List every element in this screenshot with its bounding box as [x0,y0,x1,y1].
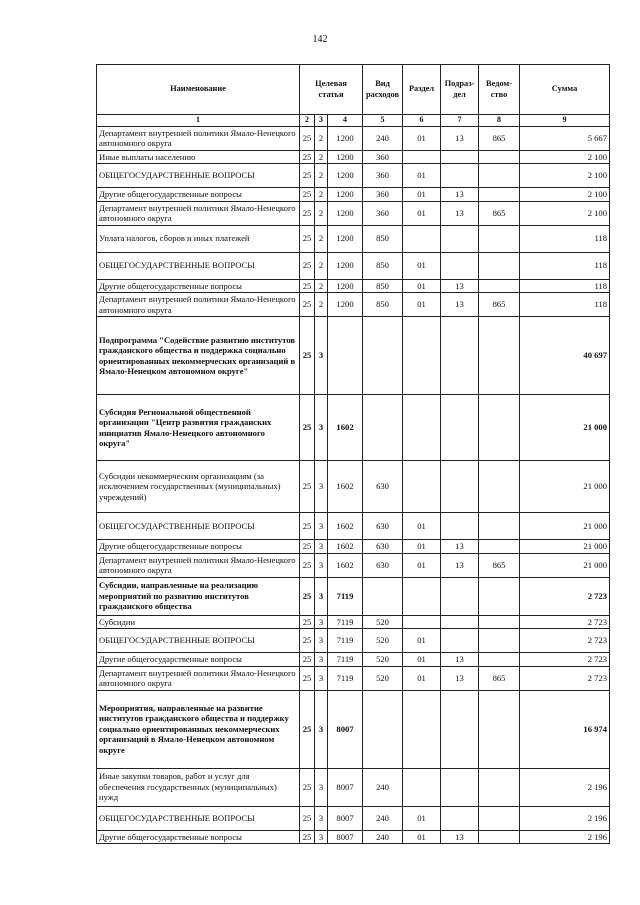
target-article-code: 1200 [328,293,363,317]
row-name: ОБЩЕГОСУДАРСТВЕННЫЕ ВОПРОСЫ [97,629,300,653]
target-article-part1: 25 [300,201,315,225]
row-name: Уплата налогов, сборов и иных платежей [97,225,300,252]
target-article-part2: 3 [315,768,328,806]
expense-type-code: 630 [363,540,403,554]
target-article-code: 1200 [328,252,363,279]
sum-value: 2 100 [520,150,610,164]
target-article-part1: 25 [300,225,315,252]
target-article-code: 1602 [328,461,363,513]
department-code [479,395,520,461]
sum-value: 2 196 [520,830,610,844]
section-code: 01 [403,513,441,540]
sum-value: 5 667 [520,126,610,150]
col-number: 6 [403,115,441,127]
expense-type-code: 520 [363,629,403,653]
target-article-code: 8007 [328,830,363,844]
row-name: Другие общегосударственные вопросы [97,279,300,293]
expense-type-code [363,317,403,395]
section-code: 01 [403,830,441,844]
section-code: 01 [403,293,441,317]
target-article-code: 7119 [328,629,363,653]
sum-value: 21 000 [520,461,610,513]
col-number: 4 [328,115,363,127]
sum-value: 21 000 [520,395,610,461]
department-code [479,768,520,806]
section-code: 01 [403,164,441,188]
department-code [479,164,520,188]
target-article-code: 7119 [328,577,363,615]
row-name: Другие общегосударственные вопросы [97,188,300,202]
target-article-code: 8007 [328,806,363,830]
subsection-code [441,225,479,252]
subsection-code: 13 [441,293,479,317]
subsection-code [441,629,479,653]
section-code: 01 [403,666,441,690]
col-number: 3 [315,115,328,127]
subsection-code [441,461,479,513]
expense-type-code: 520 [363,653,403,667]
target-article-part2: 2 [315,150,328,164]
department-code [479,279,520,293]
header-department: Ведом-ство [479,65,520,115]
sum-value: 2 723 [520,615,610,629]
table-row [97,830,610,844]
section-code: 01 [403,540,441,554]
subsection-code: 13 [441,201,479,225]
target-article-part2: 3 [315,830,328,844]
table-row [97,666,610,690]
header-subsection: Подраз-дел [441,65,479,115]
col-number: 1 [97,115,300,127]
sum-value: 16 974 [520,690,610,768]
expense-type-code: 360 [363,164,403,188]
col-number: 9 [520,115,610,127]
subsection-code [441,577,479,615]
section-code: 01 [403,553,441,577]
expense-type-code [363,577,403,615]
target-article-part2: 3 [315,553,328,577]
department-code [479,252,520,279]
department-code [479,653,520,667]
expense-type-code: 240 [363,768,403,806]
sum-value: 21 000 [520,553,610,577]
table-row [97,126,610,150]
target-article-part2: 2 [315,201,328,225]
section-code [403,317,441,395]
target-article-part2: 2 [315,279,328,293]
target-article-part1: 25 [300,615,315,629]
sum-value: 2 723 [520,629,610,653]
sum-value: 2 196 [520,806,610,830]
target-article-part1: 25 [300,629,315,653]
table-row [97,395,610,461]
row-name: Субсидии [97,615,300,629]
target-article-code: 1200 [328,188,363,202]
page-number: 142 [312,34,328,45]
row-name: Иные выплаты населению [97,150,300,164]
sum-value: 2 196 [520,768,610,806]
expense-type-code: 360 [363,188,403,202]
sum-value: 118 [520,293,610,317]
target-article-part2: 2 [315,188,328,202]
budget-table [96,64,610,844]
target-article-part2: 3 [315,577,328,615]
header-expense-type: Вид расходов [363,65,403,115]
expense-type-code: 240 [363,126,403,150]
department-code [479,461,520,513]
expense-type-code [363,690,403,768]
expense-type-code: 360 [363,150,403,164]
department-code [479,830,520,844]
expense-type-code: 630 [363,553,403,577]
row-name: ОБЩЕГОСУДАРСТВЕННЫЕ ВОПРОСЫ [97,252,300,279]
section-code: 01 [403,126,441,150]
target-article-part1: 25 [300,395,315,461]
target-article-code: 7119 [328,666,363,690]
expense-type-code: 520 [363,666,403,690]
target-article-code: 1602 [328,395,363,461]
target-article-part1: 25 [300,461,315,513]
department-code: 865 [479,126,520,150]
target-article-part2: 2 [315,293,328,317]
row-name: Департамент внутренней политики Ямало-Ненецкого автономного округа [97,666,300,690]
table-row [97,188,610,202]
subsection-code: 13 [441,553,479,577]
header-section: Раздел [403,65,441,115]
table-row [97,629,610,653]
expense-type-code: 850 [363,225,403,252]
sum-value: 118 [520,225,610,252]
department-code [479,615,520,629]
subsection-code: 13 [441,653,479,667]
table-row [97,553,610,577]
sum-value: 118 [520,279,610,293]
department-code: 865 [479,666,520,690]
target-article-code: 1200 [328,279,363,293]
department-code [479,577,520,615]
header-sum: Сумма [520,65,610,115]
row-name: Другие общегосударственные вопросы [97,830,300,844]
target-article-part1: 25 [300,666,315,690]
subsection-code [441,768,479,806]
table-row [97,690,610,768]
expense-type-code: 520 [363,615,403,629]
table-row [97,279,610,293]
table-row [97,164,610,188]
target-article-part2: 2 [315,164,328,188]
expense-type-code: 360 [363,201,403,225]
target-article-code: 1602 [328,540,363,554]
row-name: ОБЩЕГОСУДАРСТВЕННЫЕ ВОПРОСЫ [97,806,300,830]
sum-value: 2 100 [520,164,610,188]
target-article-part1: 25 [300,768,315,806]
target-article-code: 1200 [328,150,363,164]
section-code: 01 [403,653,441,667]
section-code [403,577,441,615]
target-article-code: 7119 [328,653,363,667]
target-article-part2: 2 [315,252,328,279]
subsection-code [441,806,479,830]
department-code [479,513,520,540]
target-article-part1: 25 [300,513,315,540]
target-article-part2: 3 [315,513,328,540]
target-article-code: 1200 [328,201,363,225]
subsection-code: 13 [441,540,479,554]
row-name: Другие общегосударственные вопросы [97,653,300,667]
row-name: Субсидия Региональной общественной организации "Центр развития гражданских инициатив Ямало-Ненецкого автономного округа" [97,395,300,461]
table-row [97,252,610,279]
expense-type-code: 850 [363,293,403,317]
col-number: 7 [441,115,479,127]
target-article-part1: 25 [300,164,315,188]
table-row [97,540,610,554]
department-code: 865 [479,201,520,225]
target-article-part2: 3 [315,540,328,554]
row-name: Подпрограмма "Содействие развитию институтов гражданского общества и поддержка социально ориентированных некоммерческих организаций в Ямало-Ненецком автономном округе" [97,317,300,395]
target-article-part1: 25 [300,252,315,279]
table-row [97,768,610,806]
subsection-code [441,690,479,768]
table-row [97,317,610,395]
target-article-part1: 25 [300,690,315,768]
table-row [97,615,610,629]
target-article-part1: 25 [300,830,315,844]
table-row [97,150,610,164]
target-article-part1: 25 [300,553,315,577]
table-row [97,293,610,317]
subsection-code: 13 [441,666,479,690]
department-code [479,317,520,395]
section-code [403,225,441,252]
subsection-code: 13 [441,279,479,293]
department-code [479,540,520,554]
sum-value: 2 100 [520,188,610,202]
department-code [479,806,520,830]
subsection-code [441,164,479,188]
target-article-code: 1200 [328,225,363,252]
subsection-code [441,150,479,164]
row-name: Департамент внутренней политики Ямало-Ненецкого автономного округа [97,201,300,225]
target-article-code: 1602 [328,513,363,540]
col-number: 8 [479,115,520,127]
expense-type-code: 630 [363,461,403,513]
target-article-code: 1200 [328,126,363,150]
table-header-row [97,65,610,115]
target-article-part1: 25 [300,279,315,293]
subsection-code [441,615,479,629]
expense-type-code: 850 [363,252,403,279]
row-name: ОБЩЕГОСУДАРСТВЕННЫЕ ВОПРОСЫ [97,164,300,188]
row-name: Субсидии, направленные на реализацию мероприятий по развитию институтов гражданского общества [97,577,300,615]
target-article-code: 8007 [328,690,363,768]
target-article-part2: 3 [315,653,328,667]
target-article-part1: 25 [300,577,315,615]
column-numbers-row [97,115,610,127]
target-article-part2: 3 [315,806,328,830]
table-row [97,461,610,513]
row-name: Департамент внутренней политики Ямало-Ненецкого автономного округа [97,126,300,150]
table-row [97,201,610,225]
section-code: 01 [403,252,441,279]
target-article-part1: 25 [300,293,315,317]
expense-type-code [363,395,403,461]
row-name: Другие общегосударственные вопросы [97,540,300,554]
target-article-part2: 2 [315,225,328,252]
section-code [403,461,441,513]
sum-value: 2 100 [520,201,610,225]
expense-type-code: 240 [363,806,403,830]
department-code [479,629,520,653]
section-code: 01 [403,201,441,225]
subsection-code [441,252,479,279]
sum-value: 2 723 [520,666,610,690]
table-row [97,513,610,540]
col-number: 5 [363,115,403,127]
target-article-part1: 25 [300,317,315,395]
col-number: 2 [300,115,315,127]
section-code: 01 [403,629,441,653]
section-code [403,690,441,768]
row-name: Департамент внутренней политики Ямало-Ненецкого автономного округа [97,293,300,317]
target-article-part2: 3 [315,615,328,629]
target-article-code: 1200 [328,164,363,188]
table-row [97,653,610,667]
section-code [403,395,441,461]
row-name: Департамент внутренней политики Ямало-Ненецкого автономного округа [97,553,300,577]
department-code [479,225,520,252]
department-code: 865 [479,293,520,317]
section-code [403,768,441,806]
target-article-part2: 3 [315,690,328,768]
target-article-code: 1602 [328,553,363,577]
department-code: 865 [479,553,520,577]
target-article-part1: 25 [300,150,315,164]
department-code [479,150,520,164]
section-code: 01 [403,188,441,202]
target-article-part1: 25 [300,540,315,554]
target-article-part2: 2 [315,126,328,150]
header-target-article: Целевая статья [300,65,363,115]
row-name: Иные закупки товаров, работ и услуг для обеспечения государственных (муниципальных) нужд [97,768,300,806]
section-code: 01 [403,279,441,293]
target-article-part1: 25 [300,126,315,150]
sum-value: 2 723 [520,577,610,615]
expense-type-code: 850 [363,279,403,293]
sum-value: 21 000 [520,540,610,554]
table-body [97,126,610,844]
header-name: Наименование [97,65,300,115]
sum-value: 118 [520,252,610,279]
expense-type-code: 630 [363,513,403,540]
sum-value: 2 723 [520,653,610,667]
target-article-part2: 3 [315,317,328,395]
section-code: 01 [403,806,441,830]
target-article-code [328,317,363,395]
sum-value: 40 697 [520,317,610,395]
target-article-part2: 3 [315,395,328,461]
subsection-code [441,395,479,461]
section-code [403,150,441,164]
target-article-part1: 25 [300,188,315,202]
row-name: Субсидии некоммерческим организациям (за исключением государственных (муниципальных) учреждений) [97,461,300,513]
subsection-code [441,513,479,540]
target-article-part2: 3 [315,666,328,690]
subsection-code: 13 [441,830,479,844]
subsection-code: 13 [441,188,479,202]
target-article-part1: 25 [300,806,315,830]
section-code [403,615,441,629]
sum-value: 21 000 [520,513,610,540]
table-row [97,806,610,830]
department-code [479,690,520,768]
row-name: Мероприятия, направленные на развитие институтов гражданского общества и поддержку социально ориентированных некоммерческих организаций в Ямало-Ненецком автономном округе [97,690,300,768]
row-name: ОБЩЕГОСУДАРСТВЕННЫЕ ВОПРОСЫ [97,513,300,540]
table-row [97,225,610,252]
department-code [479,188,520,202]
subsection-code [441,317,479,395]
target-article-part1: 25 [300,653,315,667]
target-article-code: 8007 [328,768,363,806]
table-row [97,577,610,615]
target-article-code: 7119 [328,615,363,629]
expense-type-code: 240 [363,830,403,844]
target-article-part2: 3 [315,461,328,513]
subsection-code: 13 [441,126,479,150]
target-article-part2: 3 [315,629,328,653]
